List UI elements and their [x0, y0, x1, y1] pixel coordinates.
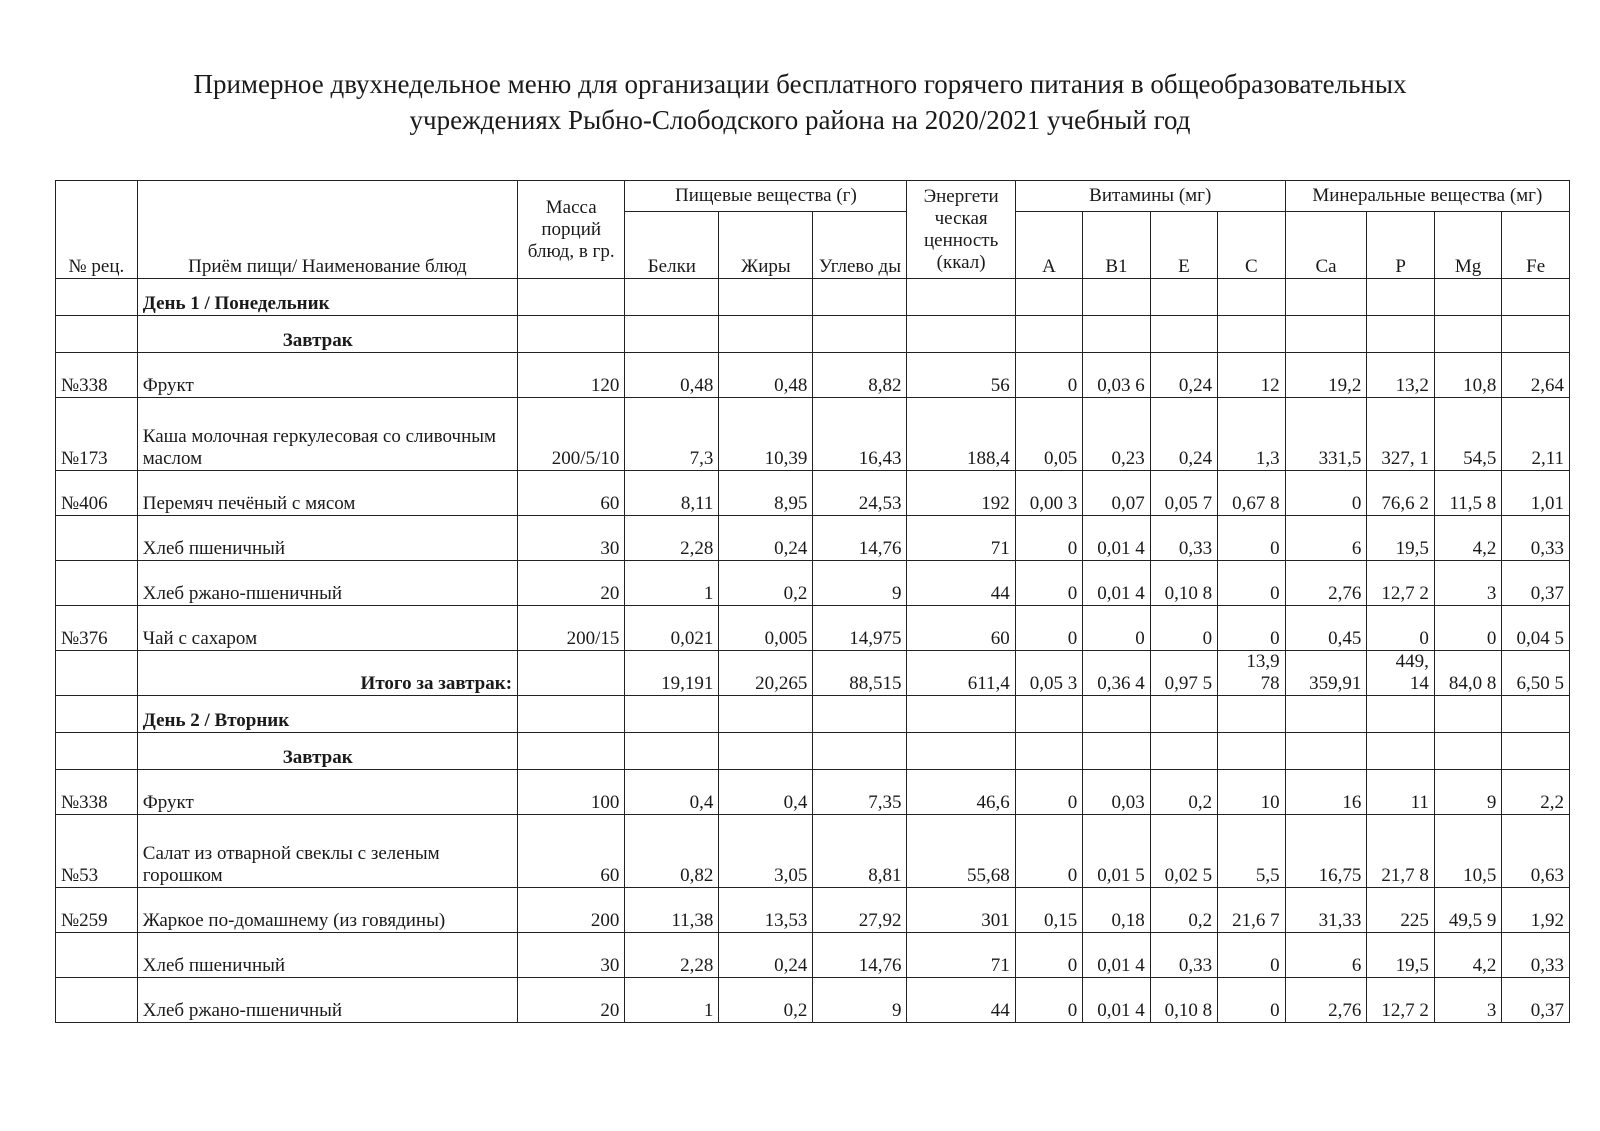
header-name: Приём пищи/ Наименование блюд [137, 181, 517, 279]
vit-c-cell: 10 [1218, 770, 1285, 815]
carbs-cell: 16,43 [813, 398, 907, 471]
vit-a-cell: 0,05 [1015, 398, 1082, 471]
fe-cell: 0,33 [1502, 516, 1570, 561]
vit-a-cell: 0 [1015, 770, 1082, 815]
ca-cell: 6 [1285, 516, 1367, 561]
vit-e-cell: 0,2 [1150, 888, 1217, 933]
p-cell: 76,6 2 [1367, 471, 1434, 516]
vit-e-cell: 0,97 5 [1150, 651, 1217, 696]
header-vitamins: Витамины (мг) [1015, 181, 1285, 212]
energy-cell: 71 [907, 516, 1015, 561]
dish-name: Хлеб ржано-пшеничный [137, 978, 517, 1023]
mg-cell: 3 [1434, 978, 1501, 1023]
vit-b1-cell: 0,36 4 [1083, 651, 1150, 696]
header-energy: Энергети ческая ценность (ккал) [907, 181, 1015, 279]
mg-cell: 4,2 [1434, 933, 1501, 978]
fe-cell: 2,2 [1502, 770, 1570, 815]
fe-cell: 6,50 5 [1502, 651, 1570, 696]
mass-cell: 30 [518, 933, 625, 978]
p-cell: 12,7 2 [1367, 561, 1434, 606]
table-row [56, 770, 1570, 815]
fe-cell: 0,63 [1502, 815, 1570, 888]
total-row [56, 651, 1570, 696]
protein-cell: 0,48 [625, 353, 719, 398]
table-row [56, 815, 1570, 888]
meal-label: Завтрак [137, 316, 517, 353]
fat-cell: 0,2 [719, 978, 813, 1023]
ca-cell: 2,76 [1285, 978, 1367, 1023]
header-fe: Fe [1502, 212, 1570, 279]
rec-cell [56, 933, 138, 978]
vit-e-cell: 0,02 5 [1150, 815, 1217, 888]
day-label: День 1 / Понедельник [137, 279, 517, 316]
vit-e-cell: 0 [1150, 606, 1217, 651]
header-p: P [1367, 212, 1434, 279]
carbs-cell: 7,35 [813, 770, 907, 815]
vit-b1-cell: 0,01 5 [1083, 815, 1150, 888]
ca-cell: 0 [1285, 471, 1367, 516]
title-line-2: учреждениях Рыбно-Слободского района на 2020/2021 учебный год [409, 105, 1191, 135]
vit-a-cell: 0 [1015, 516, 1082, 561]
fe-cell: 2,11 [1502, 398, 1570, 471]
mass-cell: 30 [518, 516, 625, 561]
table-body [56, 279, 1570, 1023]
energy-cell: 71 [907, 933, 1015, 978]
vit-e-cell: 0,24 [1150, 398, 1217, 471]
vit-c-cell: 1,3 [1218, 398, 1285, 471]
fat-cell: 8,95 [719, 471, 813, 516]
meal-label: Завтрак [137, 733, 517, 770]
header-vit-c: C [1218, 212, 1285, 279]
vit-a-cell: 0,05 3 [1015, 651, 1082, 696]
mass-cell: 20 [518, 561, 625, 606]
energy-cell: 188,4 [907, 398, 1015, 471]
vit-e-cell: 0,10 8 [1150, 561, 1217, 606]
table-row [56, 933, 1570, 978]
vit-c-cell: 13,9 78 [1218, 651, 1285, 696]
protein-cell: 2,28 [625, 516, 719, 561]
ca-cell: 16 [1285, 770, 1367, 815]
energy-cell: 611,4 [907, 651, 1015, 696]
protein-cell: 11,38 [625, 888, 719, 933]
carbs-cell: 9 [813, 561, 907, 606]
table-row [56, 353, 1570, 398]
vit-e-cell: 0,2 [1150, 770, 1217, 815]
protein-cell: 0,021 [625, 606, 719, 651]
vit-a-cell: 0 [1015, 978, 1082, 1023]
rec-cell [56, 651, 138, 696]
fat-cell: 0,24 [719, 516, 813, 561]
vit-c-cell: 0 [1218, 606, 1285, 651]
vit-c-cell: 12 [1218, 353, 1285, 398]
fe-cell: 1,92 [1502, 888, 1570, 933]
energy-cell: 301 [907, 888, 1015, 933]
fe-cell: 1,01 [1502, 471, 1570, 516]
document-title [80, 66, 1520, 138]
mg-cell: 4,2 [1434, 516, 1501, 561]
vit-b1-cell: 0,01 4 [1083, 978, 1150, 1023]
mg-cell: 84,0 8 [1434, 651, 1501, 696]
protein-cell: 1 [625, 978, 719, 1023]
energy-cell: 44 [907, 561, 1015, 606]
vit-a-cell: 0 [1015, 353, 1082, 398]
vit-c-cell: 0 [1218, 516, 1285, 561]
ca-cell: 359,91 [1285, 651, 1367, 696]
dish-name: Салат из отварной свеклы с зеленым горошком [137, 815, 517, 888]
table-row [56, 978, 1570, 1023]
ca-cell: 16,75 [1285, 815, 1367, 888]
day-row [56, 696, 1570, 733]
mass-cell: 100 [518, 770, 625, 815]
vit-b1-cell: 0,01 4 [1083, 933, 1150, 978]
ca-cell: 0,45 [1285, 606, 1367, 651]
carbs-cell: 88,515 [813, 651, 907, 696]
rec-cell: №53 [56, 815, 138, 888]
carbs-cell: 8,82 [813, 353, 907, 398]
mg-cell: 10,8 [1434, 353, 1501, 398]
header-carbs: Углево ды [813, 212, 907, 279]
protein-cell: 2,28 [625, 933, 719, 978]
mass-cell: 200/5/10 [518, 398, 625, 471]
header-mg: Mg [1434, 212, 1501, 279]
energy-cell: 56 [907, 353, 1015, 398]
fat-cell: 0,48 [719, 353, 813, 398]
header-vit-a: A [1015, 212, 1082, 279]
total-label: Итого за завтрак: [137, 651, 517, 696]
fe-cell: 2,64 [1502, 353, 1570, 398]
vit-b1-cell: 0,01 4 [1083, 516, 1150, 561]
fat-cell: 0,005 [719, 606, 813, 651]
vit-e-cell: 0,33 [1150, 933, 1217, 978]
fat-cell: 0,4 [719, 770, 813, 815]
vit-e-cell: 0,10 8 [1150, 978, 1217, 1023]
vit-b1-cell: 0,03 [1083, 770, 1150, 815]
vit-b1-cell: 0,23 [1083, 398, 1150, 471]
table-header [56, 181, 1570, 279]
mg-cell: 49,5 9 [1434, 888, 1501, 933]
mass-cell: 120 [518, 353, 625, 398]
vit-e-cell: 0,33 [1150, 516, 1217, 561]
header-nutrients: Пищевые вещества (г) [625, 181, 907, 212]
vit-e-cell: 0,05 7 [1150, 471, 1217, 516]
mass-cell: 60 [518, 815, 625, 888]
vit-b1-cell: 0 [1083, 606, 1150, 651]
vit-c-cell: 0,67 8 [1218, 471, 1285, 516]
rec-cell [56, 561, 138, 606]
vit-b1-cell: 0,18 [1083, 888, 1150, 933]
mg-cell: 0 [1434, 606, 1501, 651]
carbs-cell: 14,975 [813, 606, 907, 651]
header-vit-e: E [1150, 212, 1217, 279]
vit-c-cell: 0 [1218, 561, 1285, 606]
vit-e-cell: 0,24 [1150, 353, 1217, 398]
mass-cell: 200 [518, 888, 625, 933]
vit-b1-cell: 0,01 4 [1083, 561, 1150, 606]
fat-cell: 3,05 [719, 815, 813, 888]
day-row [56, 279, 1570, 316]
p-cell: 19,5 [1367, 933, 1434, 978]
fe-cell: 0,33 [1502, 933, 1570, 978]
vit-c-cell: 0 [1218, 933, 1285, 978]
fe-cell: 0,37 [1502, 561, 1570, 606]
mg-cell: 11,5 8 [1434, 471, 1501, 516]
table-row [56, 561, 1570, 606]
meal-row [56, 316, 1570, 353]
protein-cell: 0,82 [625, 815, 719, 888]
vit-a-cell: 0 [1015, 561, 1082, 606]
vit-a-cell: 0 [1015, 933, 1082, 978]
carbs-cell: 14,76 [813, 516, 907, 561]
rec-cell: №376 [56, 606, 138, 651]
vit-c-cell: 21,6 7 [1218, 888, 1285, 933]
ca-cell: 6 [1285, 933, 1367, 978]
protein-cell: 1 [625, 561, 719, 606]
vit-a-cell: 0 [1015, 815, 1082, 888]
vit-a-cell: 0,00 3 [1015, 471, 1082, 516]
p-cell: 19,5 [1367, 516, 1434, 561]
mass-cell [518, 651, 625, 696]
energy-cell: 60 [907, 606, 1015, 651]
fe-cell: 0,04 5 [1502, 606, 1570, 651]
rec-cell: №406 [56, 471, 138, 516]
fat-cell: 0,2 [719, 561, 813, 606]
ca-cell: 19,2 [1285, 353, 1367, 398]
p-cell: 12,7 2 [1367, 978, 1434, 1023]
carbs-cell: 24,53 [813, 471, 907, 516]
rec-cell: №338 [56, 353, 138, 398]
menu-table [55, 180, 1570, 1023]
table-row [56, 471, 1570, 516]
dish-name: Фрукт [137, 353, 517, 398]
header-ca: Ca [1285, 212, 1367, 279]
dish-name: Фрукт [137, 770, 517, 815]
mg-cell: 10,5 [1434, 815, 1501, 888]
p-cell: 225 [1367, 888, 1434, 933]
header-protein: Белки [625, 212, 719, 279]
p-cell: 327, 1 [1367, 398, 1434, 471]
table-row [56, 888, 1570, 933]
table-row [56, 606, 1570, 651]
carbs-cell: 9 [813, 978, 907, 1023]
mg-cell: 54,5 [1434, 398, 1501, 471]
header-rec: № рец. [56, 181, 138, 279]
dish-name: Хлеб пшеничный [137, 933, 517, 978]
fat-cell: 13,53 [719, 888, 813, 933]
fat-cell: 20,265 [719, 651, 813, 696]
carbs-cell: 27,92 [813, 888, 907, 933]
mg-cell: 9 [1434, 770, 1501, 815]
rec-cell: №338 [56, 770, 138, 815]
ca-cell: 2,76 [1285, 561, 1367, 606]
energy-cell: 55,68 [907, 815, 1015, 888]
title-line-1: Примерное двухнедельное меню для организации бесплатного горячего питания в общеобразовательных [193, 69, 1407, 99]
dish-name: Перемяч печёный с мясом [137, 471, 517, 516]
mass-cell: 20 [518, 978, 625, 1023]
p-cell: 11 [1367, 770, 1434, 815]
carbs-cell: 8,81 [813, 815, 907, 888]
fat-cell: 0,24 [719, 933, 813, 978]
mg-cell: 3 [1434, 561, 1501, 606]
dish-name: Жаркое по-домашнему (из говядины) [137, 888, 517, 933]
rec-cell [56, 978, 138, 1023]
header-vit-b1: B1 [1083, 212, 1150, 279]
fe-cell: 0,37 [1502, 978, 1570, 1023]
header-mass: Масса порций блюд, в гр. [518, 181, 625, 279]
dish-name: Чай с сахаром [137, 606, 517, 651]
energy-cell: 44 [907, 978, 1015, 1023]
ca-cell: 331,5 [1285, 398, 1367, 471]
protein-cell: 19,191 [625, 651, 719, 696]
dish-name: Каша молочная геркулесовая со сливочным маслом [137, 398, 517, 471]
p-cell: 449, 14 [1367, 651, 1434, 696]
dish-name: Хлеб ржано-пшеничный [137, 561, 517, 606]
ca-cell: 31,33 [1285, 888, 1367, 933]
energy-cell: 46,6 [907, 770, 1015, 815]
protein-cell: 8,11 [625, 471, 719, 516]
mass-cell: 60 [518, 471, 625, 516]
p-cell: 21,7 8 [1367, 815, 1434, 888]
fat-cell: 10,39 [719, 398, 813, 471]
dish-name: Хлеб пшеничный [137, 516, 517, 561]
p-cell: 0 [1367, 606, 1434, 651]
carbs-cell: 14,76 [813, 933, 907, 978]
energy-cell: 192 [907, 471, 1015, 516]
vit-c-cell: 0 [1218, 978, 1285, 1023]
rec-cell [56, 516, 138, 561]
vit-b1-cell: 0,07 [1083, 471, 1150, 516]
vit-a-cell: 0 [1015, 606, 1082, 651]
protein-cell: 7,3 [625, 398, 719, 471]
table-row [56, 398, 1570, 471]
p-cell: 13,2 [1367, 353, 1434, 398]
vit-c-cell: 5,5 [1218, 815, 1285, 888]
header-minerals: Минеральные вещества (мг) [1285, 181, 1569, 212]
header-fat: Жиры [719, 212, 813, 279]
protein-cell: 0,4 [625, 770, 719, 815]
meal-row [56, 733, 1570, 770]
rec-cell: №173 [56, 398, 138, 471]
mass-cell: 200/15 [518, 606, 625, 651]
day-label: День 2 / Вторник [137, 696, 517, 733]
vit-a-cell: 0,15 [1015, 888, 1082, 933]
table-row [56, 516, 1570, 561]
rec-cell: №259 [56, 888, 138, 933]
vit-b1-cell: 0,03 6 [1083, 353, 1150, 398]
